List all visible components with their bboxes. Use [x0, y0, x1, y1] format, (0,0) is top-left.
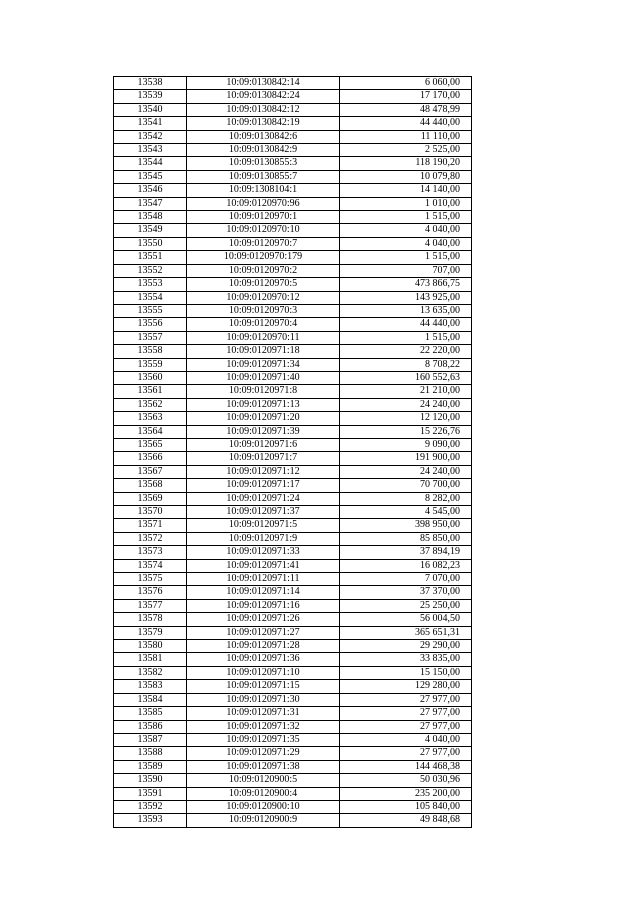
- table-row: [114, 385, 472, 398]
- cadastral-number-cell: 10:09:0120900:10: [187, 800, 340, 813]
- cadastral-number-cell: 10:09:0120970:4: [187, 318, 340, 331]
- row-number-cell: 13542: [114, 130, 187, 143]
- amount-cell: 160 552,63: [340, 371, 472, 384]
- cadastral-number-cell: 10:09:0120970:11: [187, 331, 340, 344]
- amount-cell: 1 515,00: [340, 251, 472, 264]
- table-row: [114, 680, 472, 693]
- row-number-cell: 13562: [114, 398, 187, 411]
- amount-cell: 70 700,00: [340, 479, 472, 492]
- amount-cell: 11 110,00: [340, 130, 472, 143]
- cadastral-number-cell: 10:09:0120971:16: [187, 599, 340, 612]
- cadastral-number-cell: 10:09:0120970:2: [187, 264, 340, 277]
- row-number-cell: 13538: [114, 77, 187, 90]
- row-number-cell: 13564: [114, 425, 187, 438]
- table-row: [114, 224, 472, 237]
- amount-cell: 27 977,00: [340, 707, 472, 720]
- table-row: [114, 398, 472, 411]
- cadastral-number-cell: 10:09:0120971:41: [187, 559, 340, 572]
- amount-cell: 4 040,00: [340, 237, 472, 250]
- cadastral-number-cell: 10:09:0120971:29: [187, 747, 340, 760]
- cadastral-number-cell: 10:09:0130842:6: [187, 130, 340, 143]
- cadastral-number-cell: 10:09:0120970:3: [187, 304, 340, 317]
- amount-cell: 27 977,00: [340, 693, 472, 706]
- cadastral-number-cell: 10:09:0120971:11: [187, 573, 340, 586]
- table-row: [114, 103, 472, 116]
- cadastral-number-cell: 10:09:0120971:6: [187, 438, 340, 451]
- amount-cell: 50 030,96: [340, 774, 472, 787]
- amount-cell: 21 210,00: [340, 385, 472, 398]
- row-number-cell: 13555: [114, 304, 187, 317]
- row-number-cell: 13585: [114, 707, 187, 720]
- amount-cell: 2 525,00: [340, 144, 472, 157]
- amount-cell: 15 226,76: [340, 425, 472, 438]
- row-number-cell: 13572: [114, 532, 187, 545]
- row-number-cell: 13586: [114, 720, 187, 733]
- table-row: [114, 412, 472, 425]
- row-number-cell: 13589: [114, 760, 187, 773]
- row-number-cell: 13561: [114, 385, 187, 398]
- row-number-cell: 13576: [114, 586, 187, 599]
- amount-cell: 473 866,75: [340, 278, 472, 291]
- table-row: [114, 130, 472, 143]
- table-row: [114, 264, 472, 277]
- table-row: [114, 599, 472, 612]
- row-number-cell: 13587: [114, 733, 187, 746]
- cadastral-number-cell: 10:09:0130842:12: [187, 103, 340, 116]
- cadastral-number-cell: 10:09:0130842:19: [187, 117, 340, 130]
- row-number-cell: 13543: [114, 144, 187, 157]
- table-row: [114, 707, 472, 720]
- row-number-cell: 13570: [114, 506, 187, 519]
- cadastral-number-cell: 10:09:0120971:24: [187, 492, 340, 505]
- row-number-cell: 13549: [114, 224, 187, 237]
- amount-cell: 118 190,20: [340, 157, 472, 170]
- row-number-cell: 13591: [114, 787, 187, 800]
- row-number-cell: 13592: [114, 800, 187, 813]
- amount-cell: 4 545,00: [340, 506, 472, 519]
- cadastral-number-cell: 10:09:0120971:39: [187, 425, 340, 438]
- table-row: [114, 506, 472, 519]
- cadastral-number-cell: 10:09:0130842:9: [187, 144, 340, 157]
- cadastral-payments-table: [113, 76, 472, 828]
- table-row: [114, 291, 472, 304]
- cadastral-number-cell: 10:09:0120971:40: [187, 371, 340, 384]
- amount-cell: 143 925,00: [340, 291, 472, 304]
- row-number-cell: 13550: [114, 237, 187, 250]
- table-row: [114, 371, 472, 384]
- table-row: [114, 747, 472, 760]
- table-row: [114, 546, 472, 559]
- table-row: [114, 170, 472, 183]
- amount-cell: 29 290,00: [340, 640, 472, 653]
- cadastral-number-cell: 10:09:0120971:38: [187, 760, 340, 773]
- amount-cell: 15 150,00: [340, 666, 472, 679]
- row-number-cell: 13580: [114, 640, 187, 653]
- amount-cell: 14 140,00: [340, 184, 472, 197]
- row-number-cell: 13574: [114, 559, 187, 572]
- table-row: [114, 479, 472, 492]
- table-row: [114, 532, 472, 545]
- table-row: [114, 559, 472, 572]
- table-row: [114, 492, 472, 505]
- row-number-cell: 13569: [114, 492, 187, 505]
- cadastral-number-cell: 10:09:0120970:179: [187, 251, 340, 264]
- amount-cell: 129 280,00: [340, 680, 472, 693]
- row-number-cell: 13544: [114, 157, 187, 170]
- cadastral-number-cell: 10:09:0130855:3: [187, 157, 340, 170]
- amount-cell: 1 010,00: [340, 197, 472, 210]
- amount-cell: 12 120,00: [340, 412, 472, 425]
- amount-cell: 10 079,80: [340, 170, 472, 183]
- row-number-cell: 13577: [114, 599, 187, 612]
- amount-cell: 44 440,00: [340, 318, 472, 331]
- cadastral-number-cell: 10:09:0120971:10: [187, 666, 340, 679]
- cadastral-number-cell: 10:09:0120971:13: [187, 398, 340, 411]
- cadastral-number-cell: 10:09:0120970:96: [187, 197, 340, 210]
- amount-cell: 24 240,00: [340, 465, 472, 478]
- amount-cell: 398 950,00: [340, 519, 472, 532]
- table-row: [114, 117, 472, 130]
- cadastral-number-cell: 10:09:0120971:35: [187, 733, 340, 746]
- table-row: [114, 211, 472, 224]
- table-row: [114, 640, 472, 653]
- row-number-cell: 13567: [114, 465, 187, 478]
- row-number-cell: 13590: [114, 774, 187, 787]
- table-row: [114, 452, 472, 465]
- row-number-cell: 13582: [114, 666, 187, 679]
- amount-cell: 4 040,00: [340, 733, 472, 746]
- cadastral-number-cell: 10:09:0120970:10: [187, 224, 340, 237]
- cadastral-number-cell: 10:09:0120971:17: [187, 479, 340, 492]
- row-number-cell: 13573: [114, 546, 187, 559]
- cadastral-number-cell: 10:09:0120900:4: [187, 787, 340, 800]
- amount-cell: 365 651,31: [340, 626, 472, 639]
- cadastral-number-cell: 10:09:0120971:33: [187, 546, 340, 559]
- cadastral-number-cell: 10:09:0120971:15: [187, 680, 340, 693]
- table-row: [114, 666, 472, 679]
- cadastral-number-cell: 10:09:0120971:26: [187, 613, 340, 626]
- cadastral-number-cell: 10:09:0130842:14: [187, 77, 340, 90]
- table-row: [114, 519, 472, 532]
- cadastral-number-cell: 10:09:0120971:28: [187, 640, 340, 653]
- table-row: [114, 573, 472, 586]
- table-row: [114, 157, 472, 170]
- table-row: [114, 586, 472, 599]
- table-row: [114, 800, 472, 813]
- amount-cell: 13 635,00: [340, 304, 472, 317]
- amount-cell: 6 060,00: [340, 77, 472, 90]
- row-number-cell: 13559: [114, 358, 187, 371]
- amount-cell: 144 468,38: [340, 760, 472, 773]
- amount-cell: 191 900,00: [340, 452, 472, 465]
- row-number-cell: 13575: [114, 573, 187, 586]
- row-number-cell: 13540: [114, 103, 187, 116]
- row-number-cell: 13588: [114, 747, 187, 760]
- table-row: [114, 331, 472, 344]
- amount-cell: 24 240,00: [340, 398, 472, 411]
- table-row: [114, 653, 472, 666]
- amount-cell: 85 850,00: [340, 532, 472, 545]
- amount-cell: 27 977,00: [340, 747, 472, 760]
- amount-cell: 25 250,00: [340, 599, 472, 612]
- table-row: [114, 787, 472, 800]
- cadastral-number-cell: 10:09:0120900:9: [187, 814, 340, 827]
- table-row: [114, 720, 472, 733]
- table-row: [114, 465, 472, 478]
- row-number-cell: 13593: [114, 814, 187, 827]
- amount-cell: 33 835,00: [340, 653, 472, 666]
- table-row: [114, 814, 472, 827]
- cadastral-number-cell: 10:09:0120971:12: [187, 465, 340, 478]
- table-row: [114, 733, 472, 746]
- amount-cell: 1 515,00: [340, 331, 472, 344]
- row-number-cell: 13546: [114, 184, 187, 197]
- table-row: [114, 184, 472, 197]
- table-row: [114, 251, 472, 264]
- cadastral-number-cell: 10:09:1308104:1: [187, 184, 340, 197]
- amount-cell: 8 282,00: [340, 492, 472, 505]
- row-number-cell: 13551: [114, 251, 187, 264]
- cadastral-number-cell: 10:09:0120971:37: [187, 506, 340, 519]
- table-row: [114, 613, 472, 626]
- cadastral-number-cell: 10:09:0120971:34: [187, 358, 340, 371]
- amount-cell: 27 977,00: [340, 720, 472, 733]
- table-row: [114, 237, 472, 250]
- amount-cell: 1 515,00: [340, 211, 472, 224]
- table-row: [114, 90, 472, 103]
- table-row: [114, 438, 472, 451]
- row-number-cell: 13568: [114, 479, 187, 492]
- row-number-cell: 13560: [114, 371, 187, 384]
- table-row: [114, 425, 472, 438]
- cadastral-number-cell: 10:09:0120971:27: [187, 626, 340, 639]
- table-row: [114, 318, 472, 331]
- amount-cell: 37 894,19: [340, 546, 472, 559]
- cadastral-number-cell: 10:09:0120971:18: [187, 345, 340, 358]
- cadastral-number-cell: 10:09:0120970:5: [187, 278, 340, 291]
- table-row: [114, 358, 472, 371]
- row-number-cell: 13578: [114, 613, 187, 626]
- amount-cell: 56 004,50: [340, 613, 472, 626]
- row-number-cell: 13557: [114, 331, 187, 344]
- cadastral-number-cell: 10:09:0120970:7: [187, 237, 340, 250]
- row-number-cell: 13563: [114, 412, 187, 425]
- row-number-cell: 13566: [114, 452, 187, 465]
- amount-cell: 48 478,99: [340, 103, 472, 116]
- cadastral-number-cell: 10:09:0130842:24: [187, 90, 340, 103]
- cadastral-number-cell: 10:09:0120971:14: [187, 586, 340, 599]
- cadastral-number-cell: 10:09:0120970:1: [187, 211, 340, 224]
- table-row: [114, 77, 472, 90]
- table-row: [114, 345, 472, 358]
- table-row: [114, 304, 472, 317]
- row-number-cell: 13584: [114, 693, 187, 706]
- cadastral-number-cell: 10:09:0120971:30: [187, 693, 340, 706]
- table-row: [114, 760, 472, 773]
- amount-cell: 16 082,23: [340, 559, 472, 572]
- cadastral-number-cell: 10:09:0120971:36: [187, 653, 340, 666]
- amount-cell: 17 170,00: [340, 90, 472, 103]
- row-number-cell: 13565: [114, 438, 187, 451]
- row-number-cell: 13552: [114, 264, 187, 277]
- cadastral-number-cell: 10:09:0120971:5: [187, 519, 340, 532]
- row-number-cell: 13571: [114, 519, 187, 532]
- table-row: [114, 693, 472, 706]
- cadastral-number-cell: 10:09:0120971:7: [187, 452, 340, 465]
- table-body: [114, 77, 472, 828]
- row-number-cell: 13539: [114, 90, 187, 103]
- table-row: [114, 278, 472, 291]
- amount-cell: 9 090,00: [340, 438, 472, 451]
- amount-cell: 49 848,68: [340, 814, 472, 827]
- cadastral-number-cell: 10:09:0120900:5: [187, 774, 340, 787]
- row-number-cell: 13554: [114, 291, 187, 304]
- cadastral-number-cell: 10:09:0120971:9: [187, 532, 340, 545]
- amount-cell: 105 840,00: [340, 800, 472, 813]
- table-row: [114, 774, 472, 787]
- amount-cell: 44 440,00: [340, 117, 472, 130]
- cadastral-number-cell: 10:09:0120971:31: [187, 707, 340, 720]
- row-number-cell: 13541: [114, 117, 187, 130]
- row-number-cell: 13547: [114, 197, 187, 210]
- table-row: [114, 197, 472, 210]
- amount-cell: 707,00: [340, 264, 472, 277]
- row-number-cell: 13548: [114, 211, 187, 224]
- table-row: [114, 626, 472, 639]
- amount-cell: 22 220,00: [340, 345, 472, 358]
- row-number-cell: 13558: [114, 345, 187, 358]
- table-row: [114, 144, 472, 157]
- row-number-cell: 13581: [114, 653, 187, 666]
- amount-cell: 235 200,00: [340, 787, 472, 800]
- amount-cell: 4 040,00: [340, 224, 472, 237]
- cadastral-number-cell: 10:09:0120970:12: [187, 291, 340, 304]
- cadastral-number-cell: 10:09:0120971:8: [187, 385, 340, 398]
- amount-cell: 8 708,22: [340, 358, 472, 371]
- amount-cell: 37 370,00: [340, 586, 472, 599]
- row-number-cell: 13556: [114, 318, 187, 331]
- row-number-cell: 13579: [114, 626, 187, 639]
- row-number-cell: 13545: [114, 170, 187, 183]
- amount-cell: 7 070,00: [340, 573, 472, 586]
- cadastral-number-cell: 10:09:0130855:7: [187, 170, 340, 183]
- cadastral-number-cell: 10:09:0120971:32: [187, 720, 340, 733]
- cadastral-number-cell: 10:09:0120971:20: [187, 412, 340, 425]
- row-number-cell: 13553: [114, 278, 187, 291]
- row-number-cell: 13583: [114, 680, 187, 693]
